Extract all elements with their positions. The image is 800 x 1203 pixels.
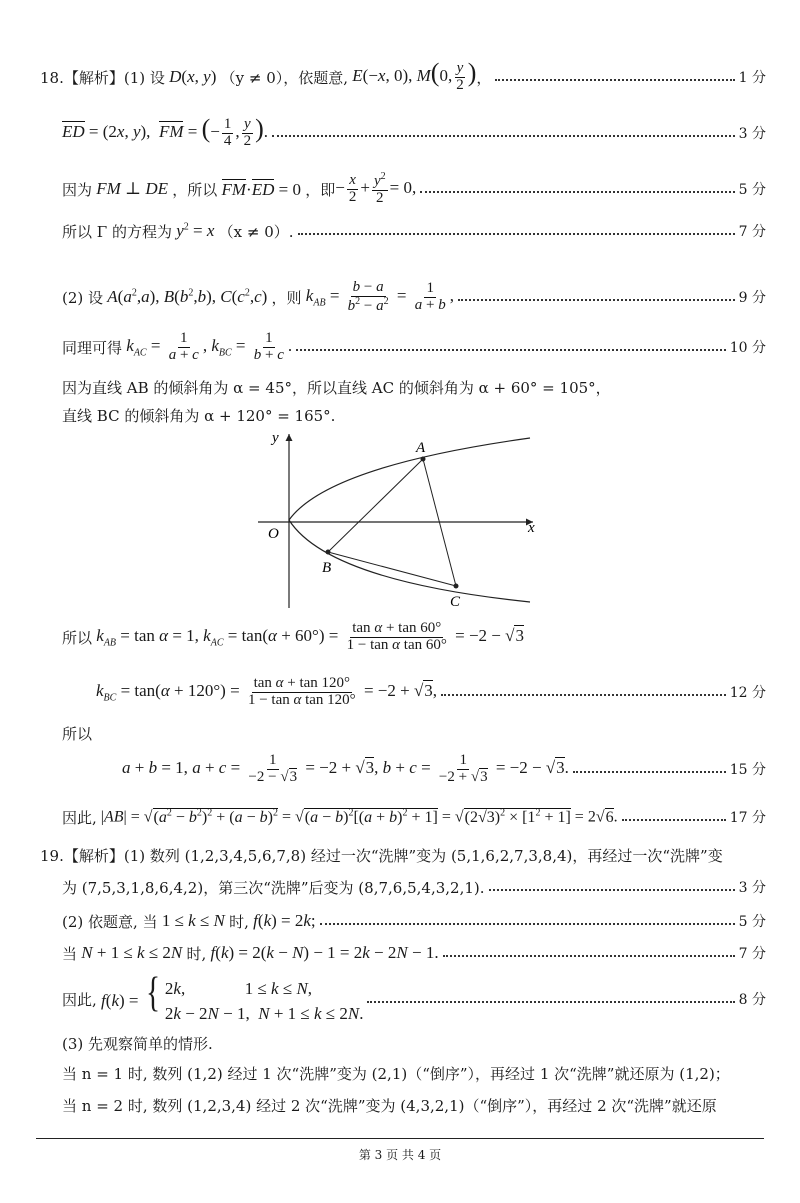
score-label: 17 分 <box>729 810 766 826</box>
point-b <box>326 550 331 555</box>
page-footer: 第 3 页 共 4 页 <box>358 1148 442 1162</box>
q18-line-13: 因此, $|AB| = √(a^2 - b^2)^2 + (a - b)^2 = √(a - b)^2[(a + b)^2 + 1] = √(2√3)^2 \times [1^2 + 1] = 2√6$. 17 分 <box>62 807 766 827</box>
score-label: 7 分 <box>738 946 766 962</box>
q18-line-12: a + b = 1, a + c = $\frac{1}{-2 - √3}$ = −2 + √3, b + c = $\frac{1}{-2 + √3}$ = −2 − √3. 15 分 <box>122 751 766 785</box>
score-label: 15 分 <box>729 762 766 778</box>
score-label: 7 分 <box>738 224 766 240</box>
segment-bc <box>328 552 456 586</box>
q18-line-6: 同理可得 $k_{AC}$ = $\frac{1}{a + c}$ , $k_{BC}$ = $\frac{1}{b + c}$ . 10 分 <box>62 329 766 363</box>
q19-line-6: (3) 先观察简单的情形. <box>62 1034 213 1053</box>
parabola-curve <box>289 438 530 602</box>
q18-line-10: $k_{BC} = \tan(\alpha + 120^\circ)$ = $\frac{\text{tan α + tan 120°}}{\text{1 − tan α tan 120°}}$ = −2 + √3, 12 分 <box>96 674 766 708</box>
score-label: 3 分 <box>738 126 766 142</box>
point-a <box>421 457 426 462</box>
score-label: 9 分 <box>738 290 766 306</box>
q19-line-1: 19.【解析】 (1) 数列 (1,2,3,4,5,6,7,8) 经过一次“洗牌”变为 (5,1,6,2,7,3,8,4)，再经过一次“洗牌”变 <box>40 846 723 865</box>
q19-line-7: 当 n = 1 时, 数列 (1,2) 经过 1 次“洗牌”变为 (2,1)（“倒序”），再经过 1 次“洗牌”就还原为 (1,2)； <box>62 1064 730 1083</box>
y-axis-label: y <box>272 430 279 446</box>
score-label: 1 分 <box>738 70 766 86</box>
q18-line-2: ED = (2x, y), FM = (− $\frac{1}{4}$ , $\frac{y}{2}$ ). 3 分 <box>62 114 766 149</box>
q19-line-8: 当 n = 2 时, 数列 (1,2,3,4) 经过 2 次“洗牌”变为 (4,3,2,1)（“倒序”），再经过 2 次“洗牌”就还原 <box>62 1096 717 1115</box>
q18-line-8: 直线 BC 的倾斜角为 α + 120° = 165°. <box>62 406 336 425</box>
score-label: 12 分 <box>729 685 766 701</box>
q18-line-7: 因为直线 AB 的倾斜角为 α = 45°，所以直线 AC 的倾斜角为 α + 60° = 105°， <box>62 378 611 397</box>
score-label: 10 分 <box>729 340 766 356</box>
q18-line-4: 所以 Γ 的方程为 $y^2 = x$ （x ≠ 0）. 7 分 <box>62 221 766 241</box>
q18-line-3: 因为 FM ⊥ DE ，所以 FM·ED = 0 ，即 − $\frac{x}{2}$ + $\frac{y^2}{2}$ = 0, 5 分 <box>62 170 766 206</box>
q18-line-5: (2) 设 $A(a^2,a)$, $B(b^2,b)$, $C(c^2,c)$ ，则 $k_{AB}$ = $\frac{b - a}{b^2 - a^2}$ = $\frac{1}{a + b}$ , 9 分 <box>62 278 766 314</box>
q19-label: 19.【解析】 <box>40 846 124 865</box>
segment-ab <box>328 459 423 552</box>
origin-label: O <box>268 526 279 542</box>
q18-line-11: 所以 <box>62 724 93 743</box>
score-label: 5 分 <box>738 914 766 930</box>
q19-line-3: (2) 依题意, 当 1 ≤ k ≤ N 时, f(k) = 2k; 5 分 <box>62 911 766 931</box>
q19-line-4: 当 N + 1 ≤ k ≤ 2N 时, f(k) = 2(k − N) − 1 = 2k − 2N − 1. 7 分 <box>62 943 766 963</box>
point-a-label: A <box>416 440 426 456</box>
q18-line-1: 18.【解析】 (1) 设 D(x, y) （y ≠ 0），依题意, E(−x, 0), M(0, $\frac{y}{2}$ ) ， 1 分 <box>40 58 766 93</box>
q19-line-5: 因此, f(k) = { 2k, 1 ≤ k ≤ N, 2k − 2N − 1, N + 1 ≤ k ≤ 2N. 8 分 <box>62 969 766 1023</box>
q18-label: 18.【解析】 <box>40 68 124 87</box>
x-axis-label: x <box>528 520 535 536</box>
parabola-figure <box>258 426 548 616</box>
q18-line-9: 所以 $k_{AB} = \tan \alpha = 1$, $k_{AC} = \tan(\alpha + 60^\circ)$ = $\frac{\text{tan α + tan 60°}}{\text{1 − tan α tan 60°}}$ = −2 − √3 <box>62 619 524 653</box>
point-c-label: C <box>450 594 461 610</box>
score-label: 3 分 <box>738 880 766 896</box>
footer-divider <box>36 1138 764 1139</box>
q19-line-2: 为 (7,5,3,1,8,6,4,2)，第三次“洗牌”后变为 (8,7,6,5,4,3,2,1). 3 分 <box>62 878 766 897</box>
score-label: 5 分 <box>738 182 766 198</box>
point-c <box>454 584 459 589</box>
point-b-label: B <box>322 560 332 576</box>
score-label: 8 分 <box>738 992 766 1008</box>
